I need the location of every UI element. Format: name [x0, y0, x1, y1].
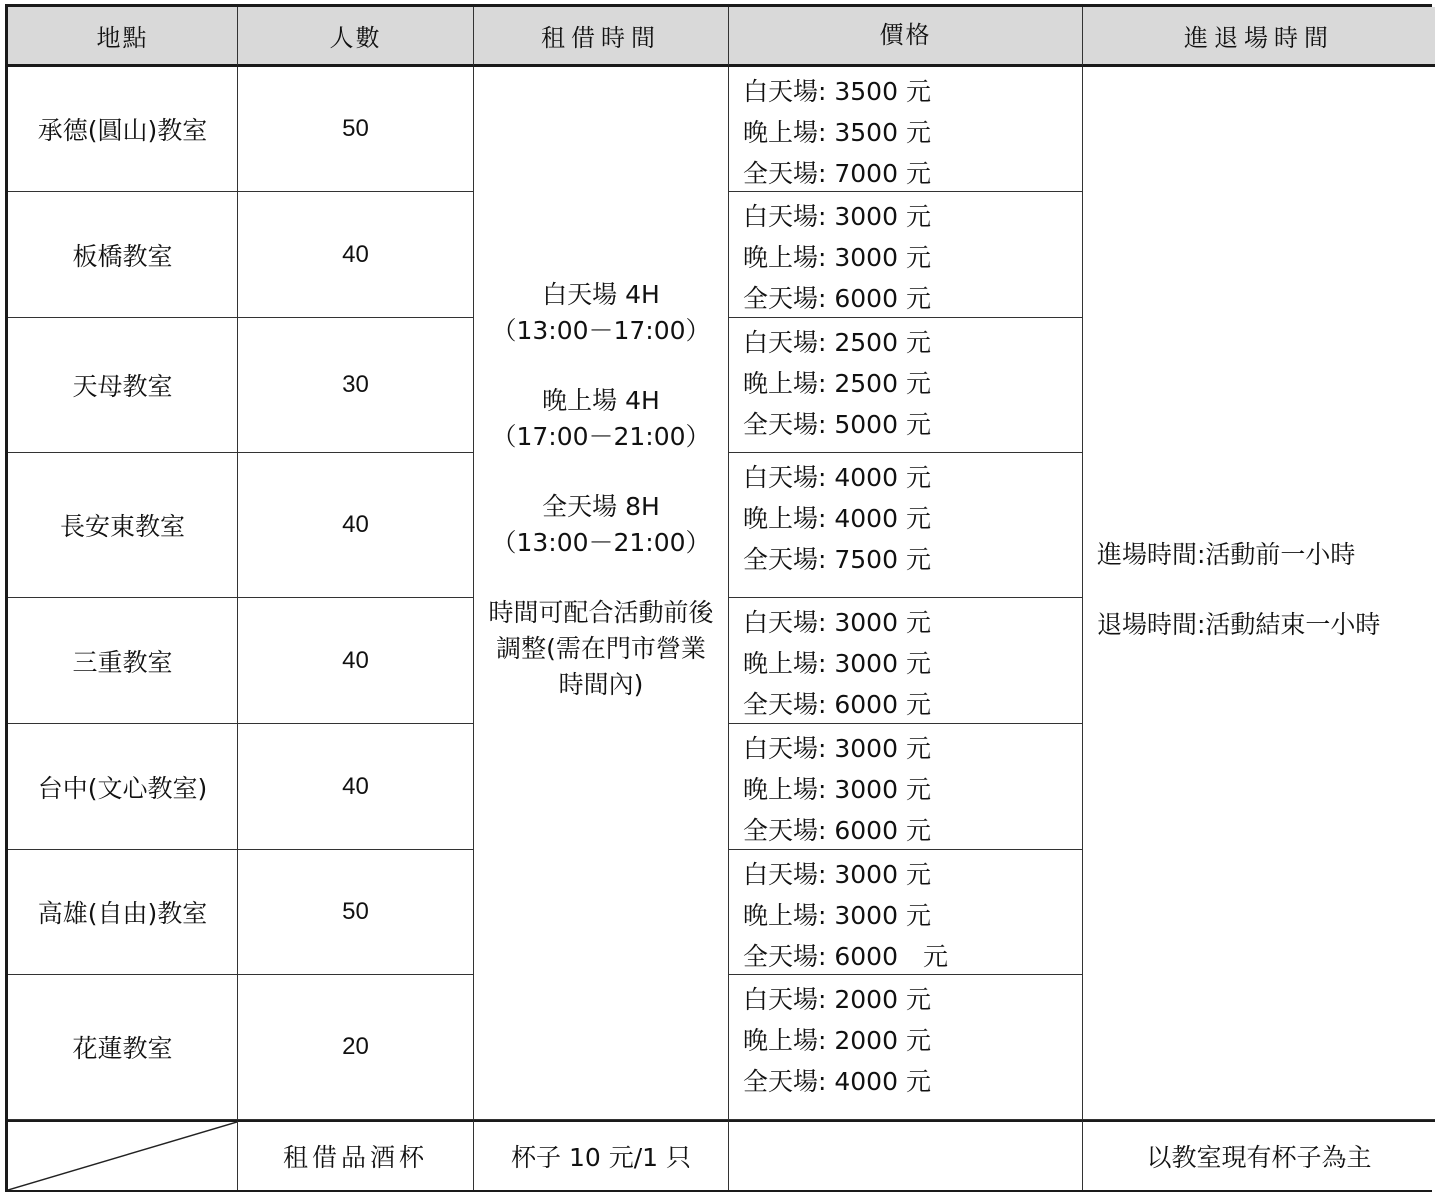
capacity-cell: 20	[238, 975, 474, 1120]
price-night: 晚上場: 3000 元	[743, 243, 931, 272]
location-cell: 三重教室	[8, 598, 238, 724]
price-night: 晚上場: 2000 元	[743, 1026, 931, 1055]
location-cell: 長安東教室	[8, 453, 238, 598]
price-cell	[729, 453, 1083, 598]
price-night: 晚上場: 3000 元	[743, 901, 931, 930]
night-session-label: 晚上場 4H	[542, 386, 660, 415]
footer-item: 租借品酒杯	[238, 1120, 474, 1190]
location-cell: 台中(文心教室)	[8, 724, 238, 850]
price-cell	[729, 192, 1083, 318]
price-day: 白天場: 3000 元	[743, 608, 931, 637]
price-full: 全天場: 6000 元	[743, 690, 931, 719]
capacity-cell: 40	[238, 598, 474, 724]
header-location: 地點	[8, 7, 238, 67]
price-full: 全天場: 6000 元	[743, 284, 931, 313]
full-session-label: 全天場 8H	[542, 492, 660, 521]
footer-note: 以教室現有杯子為主	[1083, 1120, 1435, 1190]
price-full: 全天場: 4000 元	[743, 1067, 931, 1096]
full-session-hours: （13:00－21:00）	[491, 528, 711, 557]
price-full: 全天場: 5000 元	[743, 410, 931, 439]
diagonal-empty-cell	[8, 1120, 238, 1190]
footer-empty-cell	[729, 1120, 1083, 1190]
location-cell: 天母教室	[8, 318, 238, 453]
price-day: 白天場: 2000 元	[743, 985, 931, 1014]
diagonal-line	[8, 1122, 237, 1190]
location-cell: 花蓮教室	[8, 975, 238, 1120]
capacity-cell: 40	[238, 192, 474, 318]
price-day: 白天場: 3500 元	[743, 77, 931, 106]
price-cell	[729, 598, 1083, 724]
day-session-hours: （13:00－17:00）	[491, 316, 711, 345]
rental-time-cell	[474, 67, 729, 1120]
price-night: 晚上場: 4000 元	[743, 504, 931, 533]
price-night: 晚上場: 3500 元	[743, 118, 931, 147]
price-full: 全天場: 7000 元	[743, 159, 931, 188]
price-cell	[729, 850, 1083, 975]
location-cell: 板橋教室	[8, 192, 238, 318]
price-night: 晚上場: 3000 元	[743, 649, 931, 678]
entry-exit-cell	[1083, 67, 1435, 1120]
header-rental-time: 租借時間	[474, 7, 729, 67]
location-cell: 高雄(自由)教室	[8, 850, 238, 975]
price-cell	[729, 318, 1083, 453]
footer-price: 杯子 10 元/1 只	[474, 1120, 729, 1190]
price-day: 白天場: 3000 元	[743, 734, 931, 763]
price-day: 白天場: 2500 元	[743, 328, 931, 357]
night-session-hours: （17:00－21:00）	[491, 422, 711, 451]
location-cell: 承德(圓山)教室	[8, 67, 238, 192]
price-cell	[729, 67, 1083, 192]
exit-time-text: 退場時間:活動結束一小時	[1097, 610, 1381, 639]
rental-table	[5, 4, 1432, 1192]
price-full: 全天場: 6000 元	[743, 816, 931, 845]
capacity-cell: 40	[238, 724, 474, 850]
price-cell	[729, 975, 1083, 1120]
price-full: 全天場: 6000 元	[743, 942, 948, 971]
header-price: 價格	[729, 7, 1083, 67]
day-session-label: 白天場 4H	[542, 280, 660, 309]
price-day: 白天場: 3000 元	[743, 860, 931, 889]
price-day: 白天場: 4000 元	[743, 463, 931, 492]
price-day: 白天場: 3000 元	[743, 202, 931, 231]
time-adjust-note: 時間可配合活動前後調整(需在門市營業時間內)	[488, 598, 714, 699]
capacity-cell: 50	[238, 67, 474, 192]
entry-time-text: 進場時間:活動前一小時	[1097, 540, 1356, 569]
capacity-cell: 30	[238, 318, 474, 453]
header-capacity: 人數	[238, 7, 474, 67]
capacity-cell: 50	[238, 850, 474, 975]
price-cell	[729, 724, 1083, 850]
price-night: 晚上場: 2500 元	[743, 369, 931, 398]
price-full: 全天場: 7500 元	[743, 545, 931, 574]
header-entry-exit: 進退場時間	[1083, 7, 1435, 67]
price-night: 晚上場: 3000 元	[743, 775, 931, 804]
capacity-cell: 40	[238, 453, 474, 598]
